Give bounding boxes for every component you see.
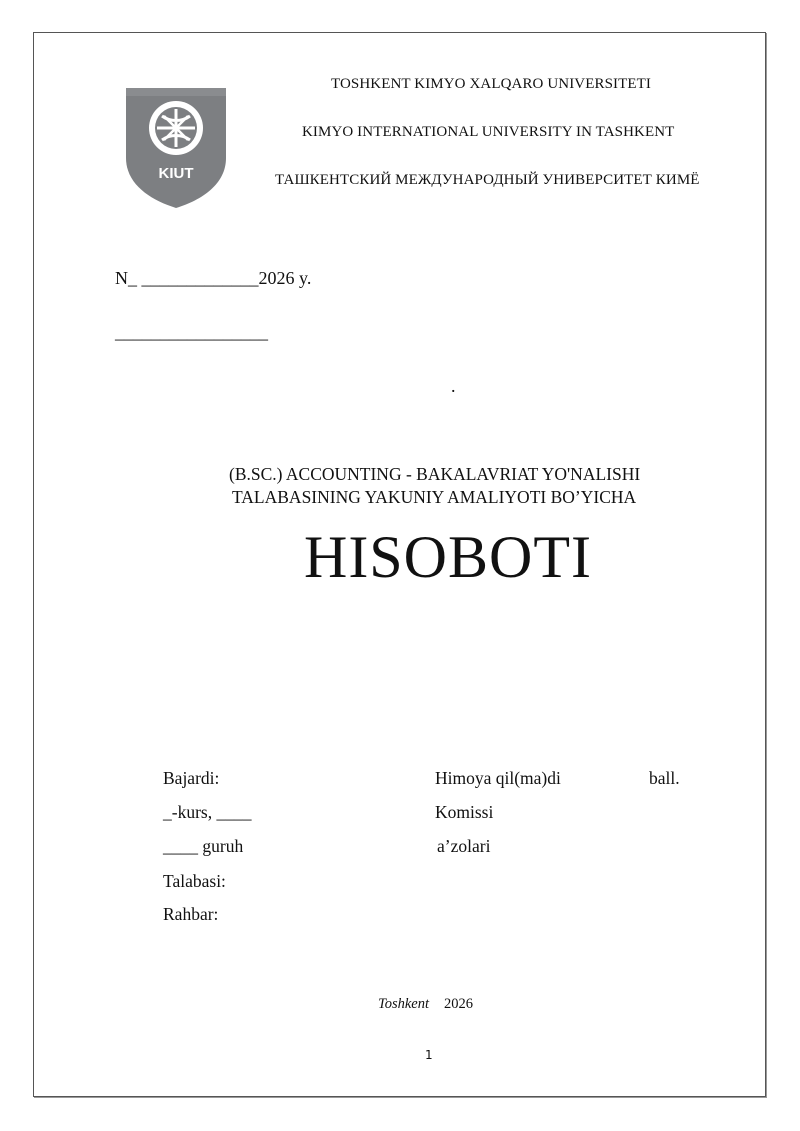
kiut-logo [124, 86, 228, 210]
field-bajardi: Bajardi: [163, 768, 220, 788]
field-kurs: _-kurs, ____ [163, 802, 252, 822]
dot-mark: . [451, 376, 456, 396]
university-name-uz: TOSHKENT KIMYO XALQARO UNIVERSITETI [331, 76, 652, 92]
footer-city: Toshkent [378, 996, 430, 1012]
page-number: 1 [425, 1048, 433, 1062]
field-himoya: Himoya qil(ma)di [435, 768, 561, 788]
university-name-ru: ТАШКЕНТСКИЙ МЕЖДУНАРОДНЫЙ УНИВЕРСИТЕТ КИМЁ [275, 172, 700, 188]
blank-line: _________________ [115, 322, 268, 342]
footer-year: 2026 [444, 996, 473, 1012]
main-title: HISOBOTI [304, 524, 592, 590]
field-guruh: ____ guruh [163, 836, 244, 856]
field-komissi: Komissi [435, 802, 494, 822]
number-date-line: N_ _____________2026 y. [115, 268, 312, 288]
title-line-1: (B.SC.) ACCOUNTING - BAKALAVRIAT YO'NALISHI [229, 464, 641, 484]
logo-text: KIUT [158, 165, 194, 182]
title-line-2: TALABASINING YAKUNIY AMALIYOTI BO’YICHA [232, 487, 637, 507]
field-rahbar: Rahbar: [163, 904, 219, 924]
field-azolari: a’zolari [437, 836, 491, 856]
field-talabasi: Talabasi: [163, 871, 226, 891]
university-name-en: KIMYO INTERNATIONAL UNIVERSITY IN TASHKENT [302, 124, 675, 140]
field-ball: ball. [649, 768, 680, 788]
